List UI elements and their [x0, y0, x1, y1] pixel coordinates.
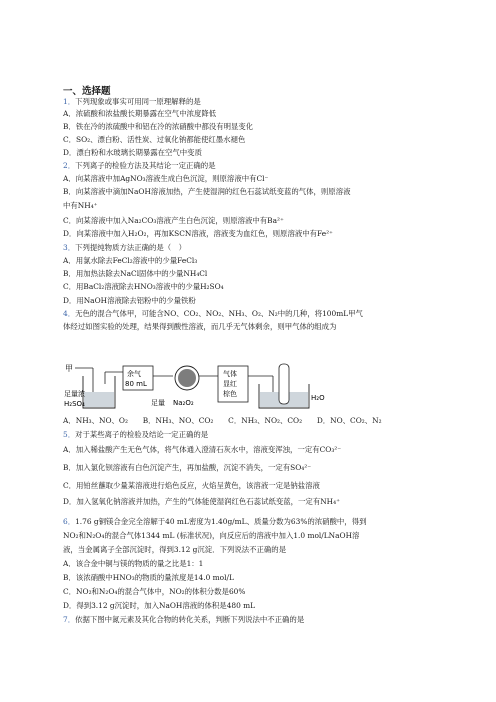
- option-b: B．铁在冷的浓硫酸中和铝在冷的浓硝酸中都没有明显变化: [63, 122, 254, 131]
- question-stem: 对于某些离子的检验及结论一定正确的是: [75, 430, 209, 439]
- rest-gas-label-1: 余气: [127, 370, 141, 378]
- question-6-stem-2: NO₂和N₂O₄的混合气体1344 mL (标准状况)，向反应后的溶液中加入1.0 mol/LNaOH溶: [63, 531, 360, 540]
- option-b: B．用加热法除去NaCl固体中的少量NH₄Cl: [63, 269, 208, 278]
- question-3: [63, 243, 186, 253]
- inverted-test-tube: [279, 364, 289, 404]
- option-c: C．向某溶液中加入Na₂CO₃溶液产生白色沉淀，则原溶液中有Ba²⁺: [63, 216, 284, 225]
- apparatus-diagram: [63, 362, 373, 410]
- option-a: A．向某溶液中加AgNO₃溶液生成白色沉淀，则原溶液中有Cl⁻: [63, 174, 269, 183]
- question-number: 6．: [63, 517, 76, 526]
- option-d: D．加入氢氧化钠溶液并加热，产生的气体能使湿润红色石蕊试纸变蓝，一定有NH₄⁺: [63, 497, 340, 506]
- acid-label-1: 足量浓: [64, 390, 85, 398]
- acid-label-2: H₂SO₄: [64, 400, 85, 408]
- option-b-continued: 中有NH₄⁺: [63, 201, 98, 210]
- option-a: A．加入稀盐酸产生无色气体，将气体通入澄清石灰水中，溶液变浑浊，一定有CO₃²⁻: [63, 445, 342, 454]
- option-d: D．向某溶液中加入H₂O₂，再加KSCN溶液，溶液变为血红色，则原溶液中有Fe²⁺: [63, 229, 333, 238]
- sodium-peroxide-packing: [178, 369, 196, 387]
- question-stem: 无色的混合气体甲，可能含NO、CO₂、NO₂、NH₃、O₂、N₂中的几种，将100mL甲气: [75, 309, 363, 318]
- question-number: 5．: [63, 430, 76, 439]
- option-a: A．该合金中铜与镁的物质的量之比是1：1: [63, 559, 204, 568]
- option-b: B．该浓硝酸中HNO₃的物质的量浓度是14.0 mol/L: [63, 573, 234, 582]
- gas-label-2: 显红: [223, 380, 237, 388]
- question-number: 2．: [63, 161, 76, 170]
- water-label: H₂O: [311, 394, 325, 402]
- option-b: B．加入氯化钡溶液有白色沉淀产生，再加盐酸，沉淀不消失，一定有SO₄²⁻: [63, 463, 312, 472]
- question-stem: 依据下图中氮元素及其化合物的转化关系，判断下列说法中不正确的是: [75, 615, 305, 624]
- question-number: 7．: [63, 615, 76, 624]
- section-title: 一、选择题: [63, 86, 111, 97]
- question-stem: 下列提纯物质方法正确的是（ ）: [75, 243, 186, 252]
- option-a: A．用氯水除去FeCl₂溶液中的少量FeCl₃: [63, 256, 198, 265]
- question-2: [63, 161, 216, 171]
- question-4: [63, 309, 363, 319]
- question-7: [63, 615, 304, 625]
- option-c: C．SO₂、漂白粉、活性炭、过氧化钠都能使红墨水褪色: [63, 135, 246, 144]
- question-5: [63, 430, 208, 440]
- question-1: [63, 97, 201, 107]
- peroxide-label-2: Na₂O₂: [173, 399, 194, 407]
- question-number: 3．: [63, 243, 76, 252]
- question-stem: 1.76 g铜镁合金完全溶解于40 mL密度为1.40g/mL、质量分数为63%的浓硝酸中，得到: [75, 517, 367, 526]
- question-stem: 下列离子的检验方法及其结论一定正确的是: [75, 161, 216, 170]
- option-c: C．NO₂和N₂O₄的混合气体中，NO₂的体积分数是60%: [63, 587, 246, 596]
- option-c: C．用BaCl₂溶液除去HNO₃溶液中的少量H₂SO₄: [63, 282, 224, 291]
- option-d: D．得到3.12 g沉淀时，加入NaOH溶液的体积是480 mL: [63, 601, 256, 610]
- gas-label-3: 棕色: [223, 390, 237, 398]
- gas-jia-label: 甲: [65, 364, 73, 373]
- question-4-stem-continued: 体经过如图实验的处理，结果得到酸性溶液，而几乎无气体剩余，则甲气体的组成为: [63, 322, 337, 331]
- peroxide-label-1: 足量: [151, 399, 165, 407]
- option-d: D．漂白粉和水玻璃长期暴露在空气中变质: [63, 148, 202, 157]
- acid-liquid: [84, 392, 114, 407]
- question-6: [63, 517, 366, 527]
- question-4-options: A．NH₃、NO、O₂ B．NH₃、NO、CO₂ C．NH₃、NO₂、CO₂ D．NO、CO₂、N₂: [63, 416, 382, 425]
- question-stem: 下列现象或事实可用同一原理解释的是: [75, 97, 201, 106]
- gas-label-1: 气体: [223, 370, 237, 378]
- option-c: C．用铂丝蘸取少量某溶液进行焰色反应，火焰呈黄色，该溶液一定是钠盐溶液: [63, 481, 320, 490]
- option-d: D．用NaOH溶液除去铝粉中的少量铁粉: [63, 296, 196, 305]
- option-a: A．浓硫酸和浓盐酸长期暴露在空气中浓度降低: [63, 109, 217, 118]
- option-b: B．向某溶液中滴加NaOH溶液加热，产生使湿润的红色石蕊试纸变蓝的气体，则原溶液: [63, 187, 351, 196]
- question-6-stem-3: 液，当金属离子全部沉淀时，得到3.12 g沉淀．下列说法不正确的是: [63, 545, 287, 554]
- rest-gas-label-2: 80 mL: [125, 380, 147, 388]
- question-number: 4．: [63, 309, 76, 318]
- question-number: 1．: [63, 97, 76, 106]
